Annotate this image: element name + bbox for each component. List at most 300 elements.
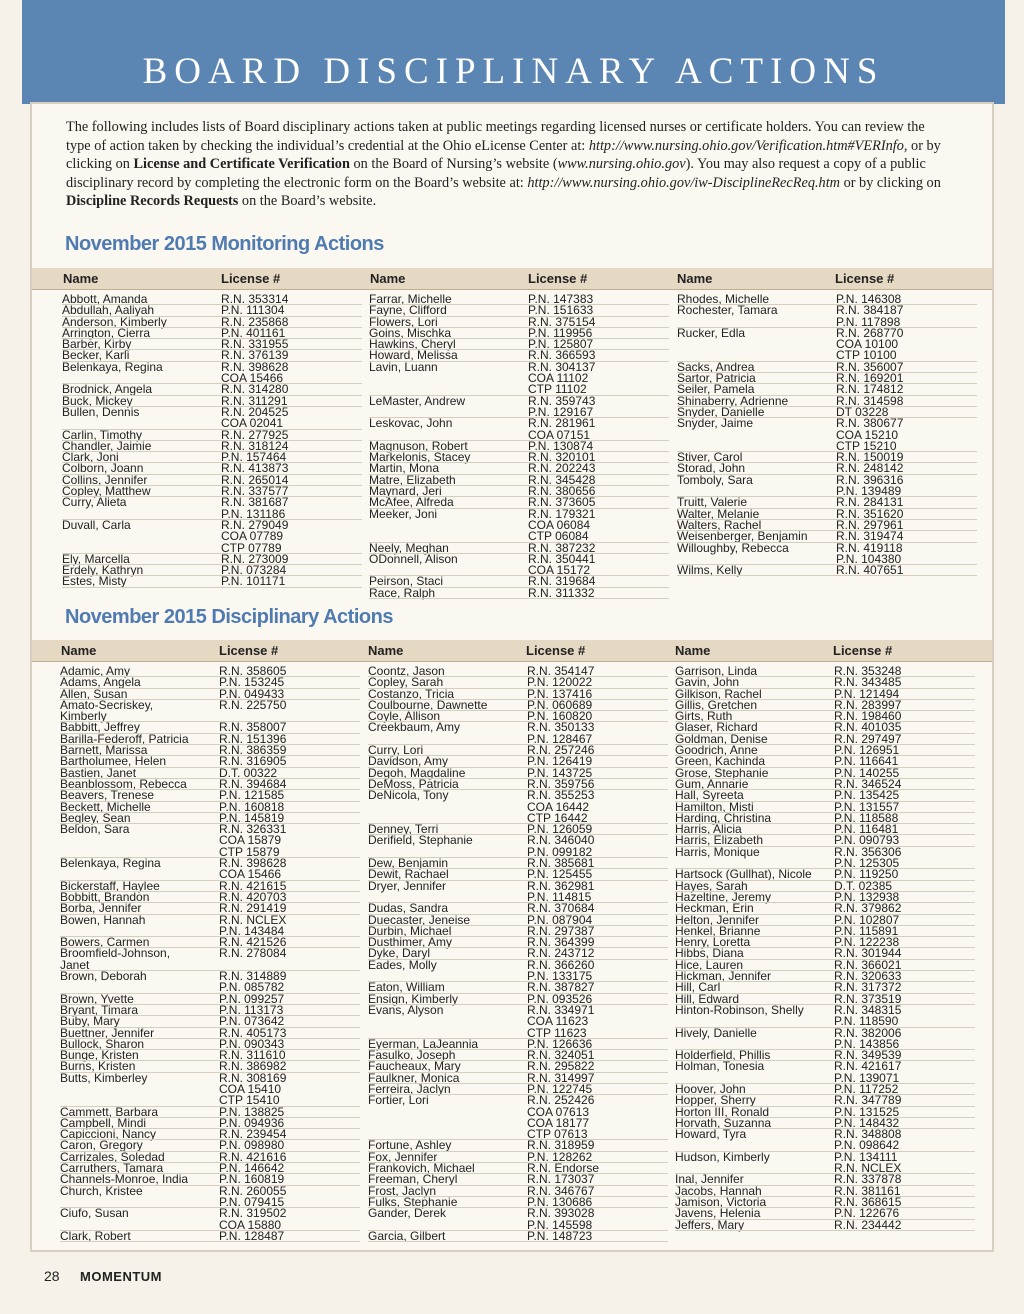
license-number: P.N. 117898 <box>836 314 901 329</box>
nurse-name: ODonnell, Alison <box>369 551 458 566</box>
nurse-name: Race, Ralph <box>369 585 436 600</box>
license-number: P.N. 104380 <box>836 551 902 566</box>
nurse-name: Walter, Melanie <box>677 506 760 521</box>
license-number: P.N. 116481 <box>834 822 899 837</box>
table-row <box>62 531 362 542</box>
license-number: R.N. 382006 <box>834 1025 902 1040</box>
license-number: R.N. 314280 <box>221 382 289 397</box>
nurse-name: Gum, Annarie <box>675 776 749 791</box>
table-row <box>369 585 669 600</box>
license-number: R.N. 380656 <box>528 484 596 499</box>
row-divider <box>369 598 669 599</box>
nurse-name: Belenkaya, Regina <box>62 359 163 374</box>
nurse-name: Glaser, Richard <box>675 720 758 735</box>
license-number: CTP 07613 <box>527 1127 588 1142</box>
table-row <box>60 1070 360 1085</box>
table-row <box>62 359 362 374</box>
nurse-name: Amato-Secriskey, <box>60 697 154 712</box>
nurse-name: Girts, Ruth <box>675 709 733 724</box>
license-number: R.N. 314997 <box>527 1070 595 1085</box>
license-number: R.N. 405173 <box>219 1025 287 1040</box>
license-number: R.N. 355253 <box>527 788 595 803</box>
nurse-name: Ferreira, Jaclyn <box>368 1081 451 1096</box>
nurse-name: Henkel, Brianne <box>675 923 761 938</box>
license-verification-link[interactable]: License and Certificate Verification <box>133 156 350 172</box>
monitoring-column-1 <box>62 294 362 588</box>
license-number: R.N. 421616 <box>219 1149 287 1164</box>
license-number: CTP 07789 <box>221 540 282 555</box>
license-number: R.N. 326331 <box>219 822 287 837</box>
license-number: R.N. 347789 <box>834 1093 902 1108</box>
nurse-name: Burns, Kristen <box>60 1059 136 1074</box>
license-column-header: License # <box>833 643 893 658</box>
license-number: D.T. 02385 <box>834 878 893 893</box>
license-number: R.N. 368615 <box>834 1194 902 1209</box>
license-number: R.N. 421617 <box>834 1059 902 1074</box>
license-number: R.N. 373519 <box>834 991 902 1006</box>
nurse-name: Carruthers, Tamara <box>60 1161 164 1176</box>
license-number: P.N. 111304 <box>221 303 285 318</box>
license-number: COA 15880 <box>219 1217 282 1232</box>
nurse-name: Dew, Benjamin <box>368 856 449 871</box>
row-divider <box>675 1230 975 1231</box>
disciplinary-column-3 <box>675 666 975 1231</box>
table-row <box>60 1183 360 1198</box>
license-number: COA 15410 <box>219 1081 282 1096</box>
license-number: P.N. 099257 <box>219 991 285 1006</box>
license-number: R.N. 273009 <box>221 551 289 566</box>
nurse-name: Martin, Mona <box>369 461 440 476</box>
nurse-name: Maynard, Jeri <box>369 484 442 499</box>
table-row <box>675 844 975 859</box>
nurse-name: Beavers, Trenese <box>60 788 155 803</box>
nurse-name: Derifield, Stephanie <box>368 833 473 848</box>
license-number: R.N. NCLEX <box>219 912 287 927</box>
nurse-name: Storad, John <box>677 461 746 476</box>
disciplinary-column-2 <box>368 666 668 1242</box>
nurse-name: Hamilton, Misti <box>675 799 754 814</box>
license-number: CTP 15410 <box>219 1093 280 1108</box>
disciplinary-column-1 <box>60 666 360 1242</box>
row-divider <box>62 587 362 588</box>
nurse-name: Kimberly <box>60 709 107 724</box>
license-number: P.N. 143484 <box>219 923 285 938</box>
board-website-url[interactable]: www.nursing.ohio.gov <box>557 156 686 172</box>
nurse-name: Fulks, Stephanie <box>368 1194 458 1209</box>
nurse-name: Adams, Angela <box>60 675 141 690</box>
nurse-name: Beldon, Sara <box>60 822 130 837</box>
license-number: P.N. 145598 <box>527 1217 593 1232</box>
table-row <box>368 722 668 733</box>
license-number: R.N. NCLEX <box>834 1161 902 1176</box>
license-number: R.N. 393028 <box>527 1206 595 1221</box>
license-number: COA 15210 <box>836 427 899 442</box>
license-number: R.N. 331955 <box>221 337 289 352</box>
table-row <box>677 339 977 350</box>
nurse-name: Gillis, Gretchen <box>675 697 758 712</box>
nurse-name: Peirson, Staci <box>369 574 444 589</box>
nurse-name: Janet <box>60 957 90 972</box>
nurse-name: Hazeltine, Jeremy <box>675 889 772 904</box>
license-number: P.N. 087904 <box>527 912 593 927</box>
table-row <box>675 1025 975 1040</box>
nurse-name: Fayne, Clifford <box>369 303 447 318</box>
nurse-name: Hice, Lauren <box>675 957 744 972</box>
table-row <box>677 565 977 576</box>
nurse-name: Coontz, Jason <box>368 664 445 678</box>
table-row <box>675 1129 975 1140</box>
table-row <box>677 418 977 429</box>
intro-text-1: The following includes lists of Board disciplinary actions taken at public meetings regarding licensed nurses or certificate holders. You can review the type of action taken by checking the individual’s credential at the Ohio eLicense Center at: <box>66 119 925 154</box>
license-number: R.N. 234442 <box>834 1217 902 1232</box>
nurse-name: Flowers, Lori <box>369 314 438 329</box>
nurse-name: Allen, Susan <box>60 686 128 701</box>
nurse-name: Babbitt, Jeffrey <box>60 720 140 735</box>
license-number: R.N. 380677 <box>836 416 904 431</box>
table-row <box>368 878 668 893</box>
nurse-name: Magnuson, Robert <box>369 438 468 453</box>
disciplinary-table-header <box>32 640 992 662</box>
nurse-name: Coulbourne, Dawnette <box>368 697 488 712</box>
nurse-name: Shinaberry, Adrienne <box>677 393 789 408</box>
license-number: R.N. 320633 <box>834 969 902 984</box>
license-number: R.N. 366260 <box>527 957 595 972</box>
nurse-name: Garrison, Linda <box>675 664 758 678</box>
nurse-name: Belenkaya, Regina <box>60 856 161 871</box>
nurse-name: Ciufo, Susan <box>60 1206 129 1221</box>
table-row <box>677 305 977 316</box>
nurse-name: Faucheaux, Mary <box>368 1059 461 1074</box>
license-number: R.N. 387827 <box>527 980 595 995</box>
nurse-name: Seiler, Pamela <box>677 382 755 397</box>
nurse-name: Hill, Edward <box>675 991 740 1006</box>
license-number: P.N. 151633 <box>528 303 594 318</box>
nurse-name: Goldman, Denise <box>675 731 768 746</box>
page-number: 28 <box>44 1268 60 1284</box>
nurse-name: Willoughby, Rebecca <box>677 540 789 555</box>
nurse-name: Bartholumee, Helen <box>60 754 167 769</box>
record-request-url[interactable]: http://www.nursing.ohio.gov/iw-DisciplineRecReq.htm <box>527 174 840 191</box>
license-number: COA 15466 <box>219 867 282 882</box>
nurse-name: Bunge, Kristen <box>60 1048 139 1063</box>
nurse-name: Bastien, Janet <box>60 765 137 780</box>
nurse-name: Gander, Derek <box>368 1206 447 1221</box>
license-number: R.N. 348315 <box>834 1002 902 1017</box>
nurse-name: Dyke, Daryl <box>368 946 431 961</box>
license-number: CTP 11623 <box>527 1025 587 1040</box>
nurse-name: Hinton-Robinson, Shelly <box>675 1002 804 1017</box>
license-number: COA 15172 <box>528 563 591 578</box>
table-row <box>369 359 669 374</box>
license-number: P.N. 102807 <box>834 912 900 927</box>
license-number: COA 15466 <box>221 371 284 386</box>
license-number: P.N. 121585 <box>219 788 285 803</box>
nurse-name: Bickerstaff, Haylee <box>60 878 160 893</box>
license-number: R.N. 235868 <box>221 314 289 329</box>
license-number: R.N. 421615 <box>219 878 287 893</box>
nurse-name: Tomboly, Sara <box>677 472 753 487</box>
discipline-records-link[interactable]: Discipline Records Requests <box>66 193 239 209</box>
license-number: P.N. 119956 <box>528 325 593 340</box>
license-number: R.N. 370684 <box>527 901 595 916</box>
license-number: R.N. 349539 <box>834 1048 902 1063</box>
nurse-name: Hayes, Sarah <box>675 878 748 893</box>
license-number: COA 18177 <box>527 1115 590 1130</box>
license-number: P.N. 121494 <box>834 686 900 701</box>
license-number: P.N. 098642 <box>834 1138 900 1153</box>
license-number: CTP 06084 <box>528 529 589 544</box>
nurse-name: Bryant, Timara <box>60 1002 139 1017</box>
license-number: R.N. 364399 <box>527 935 595 950</box>
license-number: CTP 10100 <box>836 348 897 363</box>
license-number: R.N. 375154 <box>528 314 596 329</box>
license-number: P.N. 160819 <box>219 1172 285 1187</box>
license-number: P.N. 098980 <box>219 1138 285 1153</box>
table-row <box>62 497 362 508</box>
nurse-name: Goins, Mischka <box>369 325 452 340</box>
table-row <box>60 824 360 835</box>
table-row <box>677 325 977 340</box>
license-number: P.N. 126636 <box>527 1036 593 1051</box>
row-divider <box>677 575 977 576</box>
table-row <box>368 1002 668 1017</box>
nurse-name: McAfee, Alfreda <box>369 495 454 510</box>
license-number: R.N. 151396 <box>219 731 287 746</box>
table-row <box>368 1016 668 1027</box>
table-row <box>60 948 360 959</box>
license-number: P.N. 135425 <box>834 788 900 803</box>
nurse-name: Holman, Tonesia <box>675 1059 765 1074</box>
nurse-name: Buettner, Jennifer <box>60 1025 155 1040</box>
nurse-name: Denney, Terri <box>368 822 439 837</box>
nurse-name: Barnett, Marissa <box>60 743 148 758</box>
nurse-name: Barber, Kirby <box>62 337 132 352</box>
license-number: R.N. 381161 <box>834 1183 901 1198</box>
table-row <box>677 472 977 487</box>
license-number: P.N. 079415 <box>219 1194 285 1209</box>
license-number: R.N. 354147 <box>527 664 595 678</box>
license-number: P.N. 114815 <box>527 889 592 904</box>
nurse-name: Rucker, Edla <box>677 325 746 340</box>
table-row <box>369 418 669 429</box>
license-number: R.N. 379862 <box>834 901 902 916</box>
license-number: R.N. 304137 <box>528 359 596 374</box>
monitoring-column-3 <box>677 294 977 576</box>
monitoring-section-title: November 2015 Monitoring Actions <box>65 233 384 255</box>
nurse-name: Coyle, Allison <box>368 709 441 724</box>
table-row <box>368 957 668 972</box>
nurse-name: Channels-Monroe, India <box>60 1172 189 1187</box>
verification-url[interactable]: http://www.nursing.ohio.gov/Verification.htm#VERInfo <box>588 137 904 154</box>
table-row <box>368 835 668 846</box>
nurse-name: Evans, Alyson <box>368 1002 444 1017</box>
license-number: P.N. 073284 <box>221 563 287 578</box>
table-row <box>368 1208 668 1219</box>
license-number: R.N. 179321 <box>528 506 596 521</box>
nurse-name: Estes, Misty <box>62 574 127 589</box>
license-number: P.N. 157464 <box>221 450 287 465</box>
nurse-name: Bobbitt, Brandon <box>60 889 150 904</box>
license-number: R.N. 353248 <box>834 664 902 678</box>
nurse-name: Neely, Meghan <box>369 540 449 555</box>
nurse-name: Bowers, Carmen <box>60 935 150 950</box>
table-row <box>368 1095 668 1106</box>
license-number: R.N. 358605 <box>219 664 287 678</box>
license-number: R.N. 350133 <box>527 720 595 735</box>
license-number: R.N. 346524 <box>834 776 902 791</box>
license-number: P.N. 122676 <box>834 1206 900 1221</box>
nurse-name: Rhodes, Michelle <box>677 292 770 306</box>
nurse-name: Walters, Rachel <box>677 517 762 532</box>
table-row <box>677 427 977 442</box>
license-number: R.N. 314598 <box>836 393 904 408</box>
nurse-name: Copley, Sarah <box>368 675 444 690</box>
license-number: P.N. 117252 <box>834 1081 899 1096</box>
license-number: COA 07789 <box>221 529 284 544</box>
disciplinary-section-title: November 2015 Disciplinary Actions <box>65 606 393 628</box>
license-number: R.N. 225750 <box>219 697 287 712</box>
nurse-name: Abbott, Amanda <box>62 292 148 306</box>
nurse-name: Fasulko, Joseph <box>368 1048 456 1063</box>
license-number: R.N. 284131 <box>836 495 904 510</box>
license-number: P.N. 060689 <box>527 697 593 712</box>
license-number: R.N. 314889 <box>219 969 287 984</box>
intro-text-5: or by clicking on <box>840 174 941 191</box>
license-number: P.N. 126059 <box>527 822 593 837</box>
license-number: R.N. 277925 <box>221 427 289 442</box>
license-number: P.N. 126951 <box>834 743 900 758</box>
nurse-name: Eades, Molly <box>368 957 437 972</box>
license-number: R.N. 311610 <box>219 1048 286 1063</box>
nurse-name: Campbell, Mindi <box>60 1115 147 1130</box>
nurse-name: Rochester, Tamara <box>677 303 778 318</box>
nurse-name: Jacobs, Hannah <box>675 1183 762 1198</box>
nurse-name: Sacks, Andrea <box>677 359 755 374</box>
nurse-name: Dusthimer, Amy <box>368 935 453 950</box>
nurse-name: Hall, Syreeta <box>675 788 744 803</box>
license-number: R.N. 407651 <box>836 563 904 578</box>
nurse-name: Brown, Yvette <box>60 991 134 1006</box>
nurse-name: Eyerman, LaJeannia <box>368 1036 479 1051</box>
nurse-name: Degoh, Magdaline <box>368 765 466 780</box>
nurse-name: Cammett, Barbara <box>60 1104 159 1119</box>
nurse-name: Creekbaum, Amy <box>368 720 461 735</box>
nurse-name: Inal, Jennifer <box>675 1172 744 1187</box>
license-number: P.N. 133175 <box>527 969 593 984</box>
nurse-name: Hartsock (Gullhat), Nicole <box>675 867 812 882</box>
table-row <box>60 835 360 846</box>
nurse-name: Clark, Robert <box>60 1228 131 1243</box>
license-number: R.N. 174812 <box>836 382 904 397</box>
table-row <box>369 393 669 408</box>
row-divider <box>60 1241 360 1242</box>
license-number: R.N. 311291 <box>221 393 288 408</box>
license-number: R.N. 381687 <box>221 495 289 510</box>
license-number: R.N. 204525 <box>221 404 289 419</box>
nurse-name: Harris, Monique <box>675 844 760 859</box>
nurse-name: DeMoss, Patricia <box>368 776 459 791</box>
nurse-name: Hively, Danielle <box>675 1025 757 1040</box>
nurse-name: Bullock, Sharon <box>60 1036 145 1051</box>
license-number: P.N. 116641 <box>834 754 899 769</box>
license-number: P.N. 130686 <box>527 1194 593 1209</box>
nurse-name: Carlin, Timothy <box>62 427 143 442</box>
license-number: R.N. 337878 <box>834 1172 902 1187</box>
nurse-name: Brown, Deborah <box>60 969 147 984</box>
nurse-name: Truitt, Valerie <box>677 495 748 510</box>
table-row <box>368 790 668 801</box>
license-number: R.N. 319502 <box>219 1206 287 1221</box>
nurse-name: Dryer, Jennifer <box>368 878 447 893</box>
license-number: P.N. 148432 <box>834 1115 900 1130</box>
license-number: P.N. 160820 <box>527 709 593 724</box>
license-number: CTP 16442 <box>527 810 588 825</box>
nurse-name: Fortune, Ashley <box>368 1138 452 1153</box>
license-number: P.N. 147383 <box>528 292 594 306</box>
license-number: P.N. 153245 <box>219 675 285 690</box>
license-number: P.N. 128467 <box>527 731 593 746</box>
nurse-name: Capiccioni, Nancy <box>60 1127 157 1142</box>
nurse-name: Sartor, Patricia <box>677 371 756 386</box>
license-number: R.N. 257246 <box>527 743 595 758</box>
license-number: R.N. 366021 <box>834 957 902 972</box>
nurse-name: Hawkins, Cheryl <box>369 337 456 352</box>
table-row <box>369 517 669 532</box>
license-number: P.N. 130874 <box>528 438 594 453</box>
nurse-name: Leskovac, John <box>369 416 453 431</box>
nurse-name: Erdely, Kathryn <box>62 563 144 578</box>
license-number: R.N. 265014 <box>221 472 289 487</box>
license-number: R.N. 396316 <box>836 472 904 487</box>
license-number: R.N. 346767 <box>527 1183 595 1198</box>
intro-text-2: , or by clicking on <box>66 137 941 172</box>
nurse-name: Stiver, Carol <box>677 450 743 465</box>
nurse-name: Curry, Lori <box>368 743 424 758</box>
license-number: P.N. 099182 <box>527 844 593 859</box>
nurse-name: Howard, Melissa <box>369 348 458 363</box>
license-number: P.N. 049433 <box>219 686 285 701</box>
nurse-name: Davidson, Amy <box>368 754 449 769</box>
license-column-header: License # <box>835 271 895 286</box>
license-number: P.N. 129167 <box>528 404 594 419</box>
nurse-name: Gilkison, Rachel <box>675 686 762 701</box>
license-number: P.N. 119250 <box>834 867 899 882</box>
license-number: R.N. 318124 <box>221 438 289 453</box>
license-number: R.N. 398628 <box>221 359 289 374</box>
nurse-name: Church, Kristee <box>60 1183 143 1198</box>
nurse-name: Jeffers, Mary <box>675 1217 745 1232</box>
license-number: R.N. 398628 <box>219 856 287 871</box>
license-number: P.N. 073642 <box>219 1014 285 1029</box>
license-number: P.N. 148723 <box>527 1228 593 1243</box>
name-column-header: Name <box>677 271 713 286</box>
nurse-name: Copley, Matthew <box>62 484 151 499</box>
license-number: R.N. 359743 <box>528 393 596 408</box>
page-title: BOARD DISCIPLINARY ACTIONS <box>142 51 885 92</box>
license-number: P.N. 139071 <box>834 1070 900 1085</box>
license-number: P.N. 118590 <box>834 1014 899 1029</box>
nurse-name: Horton III, Ronald <box>675 1104 770 1119</box>
license-number: R.N. 419118 <box>836 540 903 555</box>
license-number: P.N. 143725 <box>527 765 593 780</box>
nurse-name: Duvall, Carla <box>62 517 131 532</box>
license-number: R.N. 420703 <box>219 889 287 904</box>
license-number: R.N. 295822 <box>527 1059 595 1074</box>
nurse-name: Durbin, Michael <box>368 923 452 938</box>
table-row <box>368 1115 668 1130</box>
table-row <box>60 971 360 982</box>
license-number: P.N. 101171 <box>221 574 286 589</box>
